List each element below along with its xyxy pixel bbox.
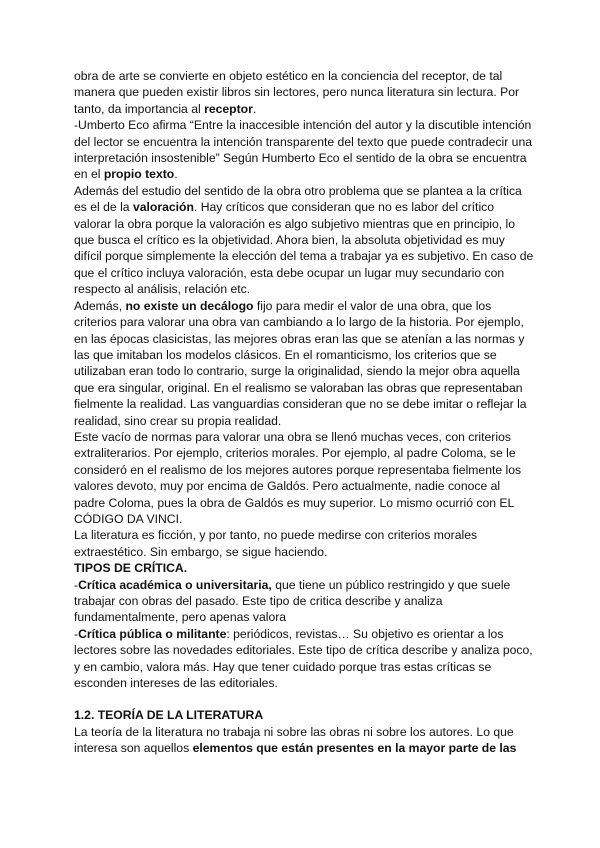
bold-term: Crítica académica o universitaria, <box>78 577 272 592</box>
paragraph-decalogo: Además, no existe un decálogo fijo para medir el valor de una obra, que los criterios para valorar una obra van cambiando a lo largo de la historia. Por ejemplo, en las épocas clasicistas, las mejores obras eran las que se atenían a las normas y las que imitaban los modelos clásicos. En el romanticismo, los criterios que se utilizaban eran todo lo contrario, surge la originalidad, siendo la mejor obra aquella que era singular, original. En el realismo se valoraban las obras que representaban fielmente la realidad. Las vanguardias consideran que no se debe imitar o reflejar la realidad, sino crear su propia realidad. <box>74 298 527 428</box>
bold-term: elementos que están presentes en la mayor parte de las <box>192 741 517 756</box>
section-gap <box>74 691 534 707</box>
heading-tipos-critica: TIPOS DE CRÍTICA. <box>74 561 188 576</box>
paragraph-vacio-normas: Este vacío de normas para valorar una obra se llenó muchas veces, con criterios extraliterarios. Por ejemplo, criterios morales. Por ejemplo, al padre Coloma, se le consideró en el realismo de los mejores autores porque representaba fielmente los valores devoto, muy por encima de Galdós. Pero actualmente, nadie conoce al padre Coloma, pues la obra de Galdós es muy superior. Lo mismo ocurrió con EL CÓDIGO DA VINCI. <box>74 429 522 526</box>
paragraph-critica-publica: -Crítica pública o militante: periódicos, revistas… Su objetivo es orientar a los lectores sobre las novedades editoriales. Este tipo de crítica describe y analiza poco, y en cambio, valora más. Hay que tener cuidado porque tras estas críticas se esconden intereses de las editoriales. <box>74 626 533 691</box>
bold-term: valoración <box>132 200 194 215</box>
paragraph-umberto-eco: -Umberto Eco afirma “Entre la inaccesible intención del autor y la discutible intención del lector se encuentra la intención transparente del texto que puede contradecir una interpretación insostenible” Según Humberto Eco el sentido de la obra se encuentra en el propio texto. <box>74 118 533 182</box>
paragraph-critica-academica: -Crítica académica o universitaria, que tiene un público restringido y que suele trabajar con obras del pasado. Este tipo de critica describe y analiza fundamentalmente, pero apenas valora <box>74 577 511 625</box>
paragraph-ficcion: La literatura es ficción, y por tanto, no puede medirse con criterios morales extraestético. Sin embargo, se sigue haciendo. <box>74 528 478 559</box>
bold-term: receptor <box>204 101 253 116</box>
paragraph-valoracion: Además del estudio del sentido de la obra otro problema que se plantea a la crítica es el de la valoración. Hay críticos que consideran que no es labor del crítico valorar la obra porque la valoración es algo subjetivo mientras que en principio, lo que busca el crítico es la objetividad. Ahora bien, la absoluta objetividad es muy difícil porque simplemente la elección del tema a trabajar ya es subjetivo. En caso de que el crítico incluya valoración, esta debe ocupar un lugar muy secundario con respecto al análisis, relación etc. <box>74 183 534 297</box>
document-page <box>74 68 534 757</box>
bold-term: no existe un decálogo <box>125 298 254 313</box>
bold-term: propio texto <box>103 167 175 182</box>
paragraph-receptor: obra de arte se convierte en objeto estético en la conciencia del receptor, de tal manera que pueden existir libros sin lectores, pero nunca literatura sin lectura. Por tanto, da importancia al receptor. <box>74 69 520 116</box>
paragraph-teoria: La teoría de la literatura no trabaja ni sobre las obras ni sobre los autores. Lo que interesa son aquellos elementos que están presentes en la mayor parte de las <box>74 724 517 756</box>
heading-teoria-literatura: 1.2. TEORÍA DE LA LITERATURA <box>74 708 264 723</box>
bold-term: Crítica pública o militante <box>78 626 227 641</box>
